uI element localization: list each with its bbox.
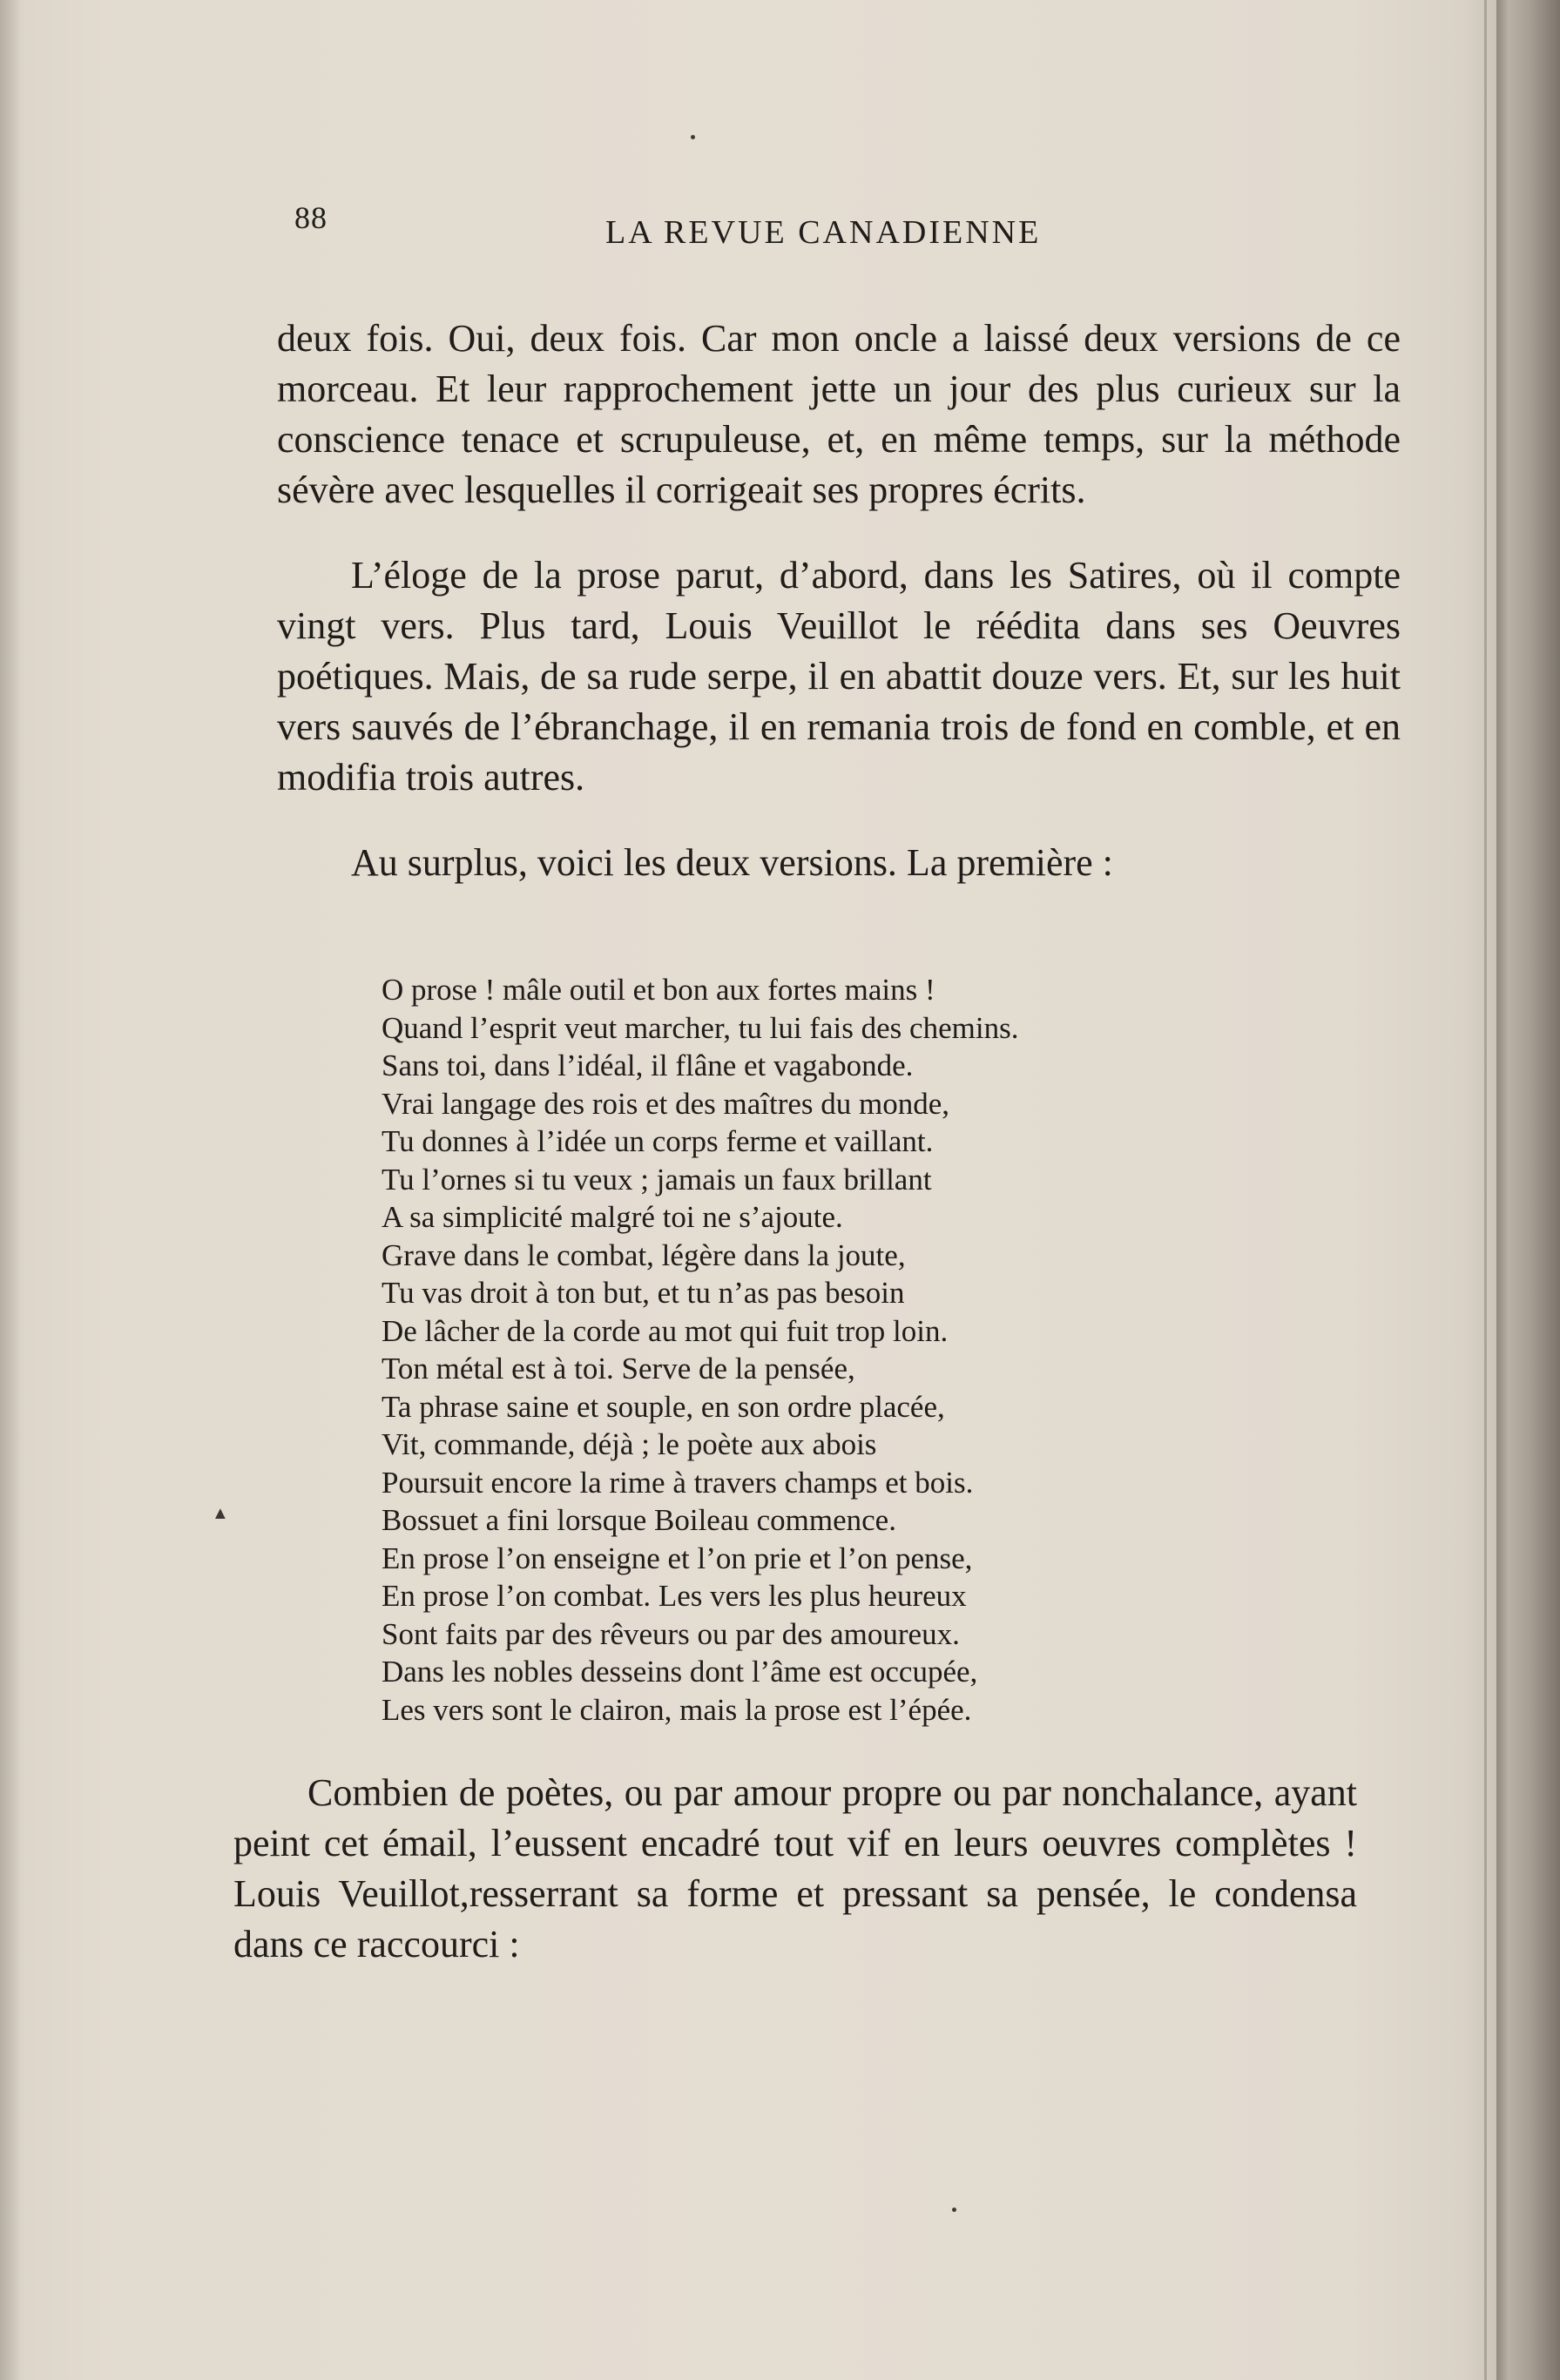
page-binding-shadow <box>0 0 19 2380</box>
poem-line: Quand l’esprit veut marcher, tu lui fais des chemins. <box>382 1010 1019 1045</box>
print-speck <box>691 135 695 139</box>
poem-line: O prose ! mâle outil et bon aux fortes mains ! <box>382 973 935 1007</box>
poem-line: Tu l’ornes si tu veux ; jamais un faux brillant <box>382 1162 932 1197</box>
poem-line: Ton métal est à toi. Serve de la pensée, <box>382 1352 855 1386</box>
closing-section <box>233 1768 1357 2005</box>
print-speck <box>952 2208 956 2212</box>
poem-line: Dans les nobles desseins dont l’âme est occupée, <box>382 1655 978 1689</box>
poem-block <box>382 971 1218 1729</box>
poem-line: Ta phrase saine et souple, en son ordre placée, <box>382 1389 945 1424</box>
paragraph-eloge: L’éloge de la prose parut, d’abord, dans les Satires, où il compte vingt vers. Plus tard, Louis Veuillot le réédita dans ses Oeuvres poétiques. Mais, de sa rude serpe, il en abattit douze vers. Et, sur les huit vers sauvés de l’ébranchage, il en remania trois de fond en comble, et en modifia trois autres. <box>277 554 1401 799</box>
page-header <box>294 196 1113 257</box>
poem-line: De lâcher de la corde au mot qui fuit trop loin. <box>382 1313 949 1348</box>
poem-line: Poursuit encore la rime à travers champs et bois. <box>382 1465 974 1500</box>
paragraph-closing: Combien de poètes, ou par amour propre ou par nonchalance, ayant peint cet émail, l’eussent encadré tout vif en leurs oeuvres complètes ! Louis Veuillot,resserrant sa forme et pressant sa pensée, le condensa dans ce raccourci : <box>233 1771 1357 1965</box>
paragraph-intro: deux fois. Oui, deux fois. Car mon oncle a laissé deux versions de ce morceau. Et leur rapprochement jette un jour des plus curieux sur la conscience tenace et scrupuleuse, et, en même temps, sur la méthode sévère avec lesquelles il corrigeait ses propres écrits. <box>277 317 1401 511</box>
poem-line: En prose l’on combat. Les vers les plus heureux <box>382 1579 967 1613</box>
running-head: LA REVUE CANADIENNE <box>605 214 1042 251</box>
poem-line: Les vers sont le clairon, mais la prose est l’épée. <box>382 1692 972 1727</box>
poem-line: Tu donnes à l’idée un corps ferme et vaillant. <box>382 1124 934 1158</box>
margin-mark: ▲ <box>212 1504 229 1523</box>
poem-line: A sa simplicité malgré toi ne s’ajoute. <box>382 1200 843 1234</box>
paragraph-versions: Au surplus, voici les deux versions. La première : <box>351 841 1113 884</box>
body-text <box>277 314 1401 914</box>
poem-line: Tu vas droit à ton but, et tu n’as pas besoin <box>382 1276 905 1310</box>
poem-line: En prose l’on enseigne et l’on prie et l’on pense, <box>382 1541 973 1575</box>
poem-line: Sont faits par des rêveurs ou par des amoureux. <box>382 1616 960 1651</box>
poem-line: Bossuet a fini lorsque Boileau commence. <box>382 1503 896 1537</box>
poem-line: Sans toi, dans l’idéal, il flâne et vagabonde. <box>382 1048 914 1082</box>
page-edge-line <box>1484 0 1487 2380</box>
poem-line: Vrai langage des rois et des maîtres du monde, <box>382 1086 950 1121</box>
poem-line: Grave dans le combat, légère dans la joute, <box>382 1237 906 1272</box>
page-number: 88 <box>294 200 328 235</box>
adjacent-page-edge <box>1496 0 1560 2380</box>
poem-line: Vit, commande, déjà ; le poète aux abois <box>382 1427 877 1461</box>
